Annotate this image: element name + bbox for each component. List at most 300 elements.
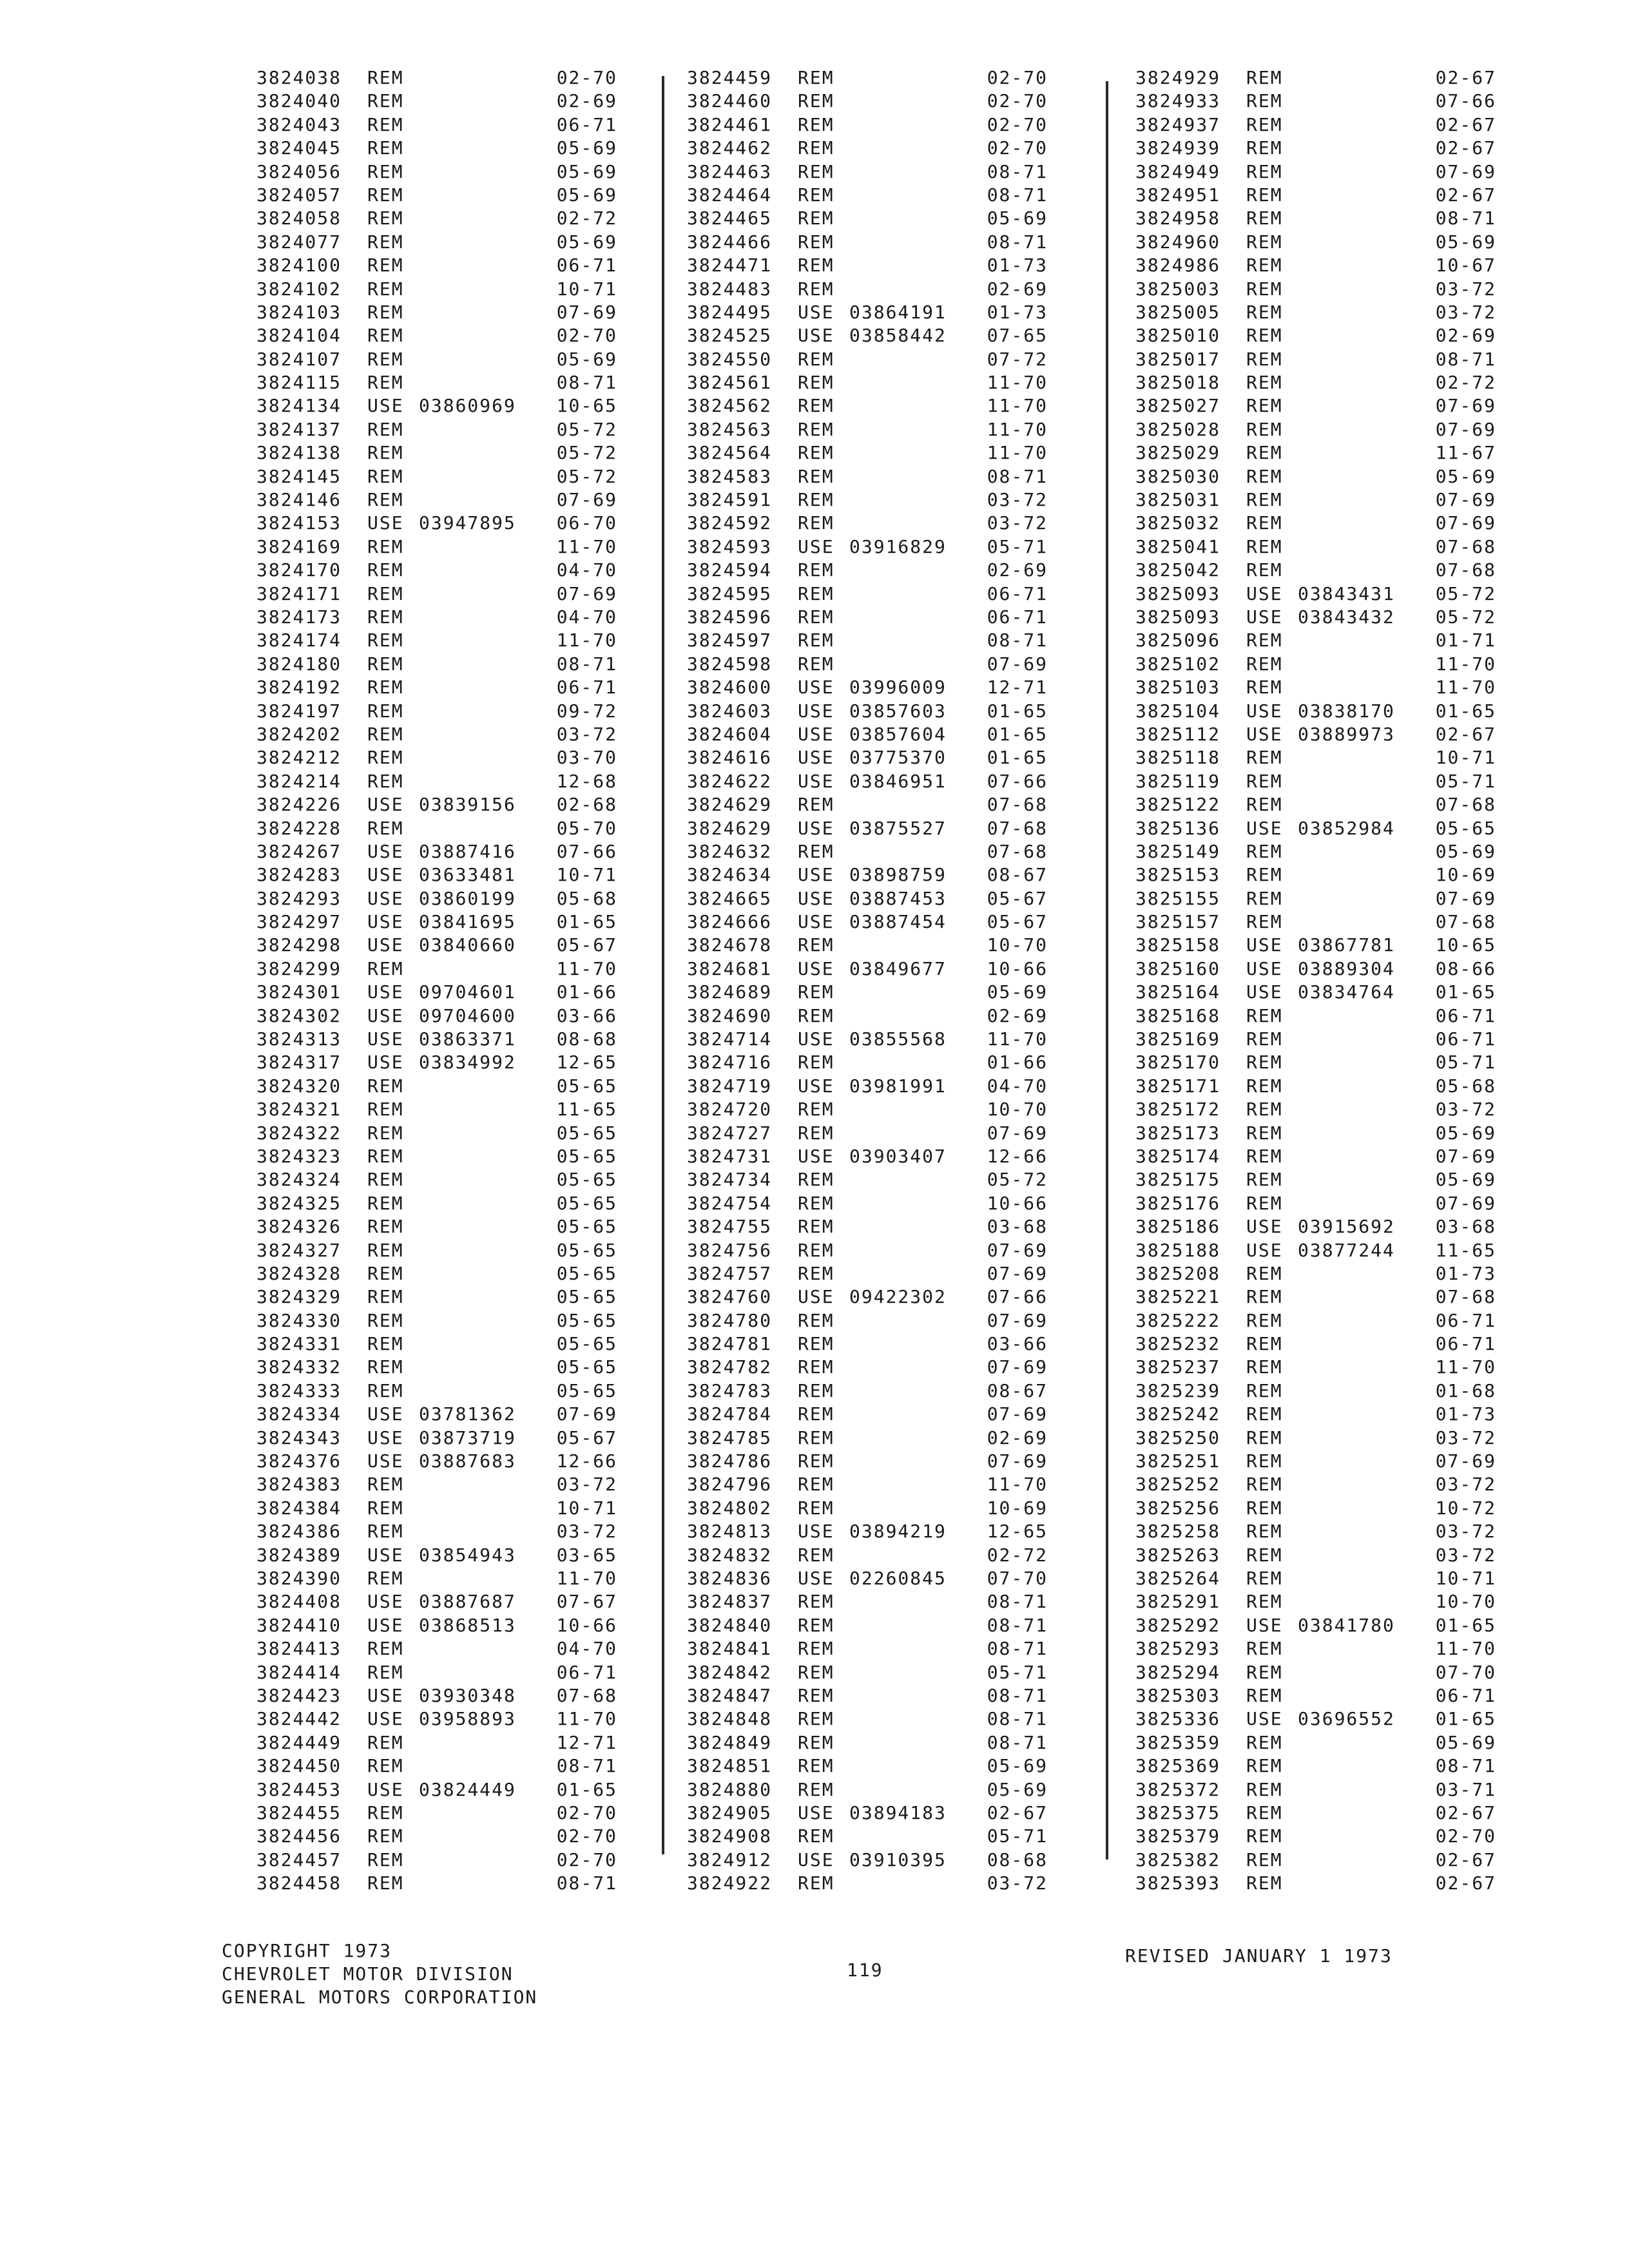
- action-code: USE: [367, 1591, 404, 1613]
- replacement-part: 03858442: [849, 325, 947, 347]
- part-number: 3825010: [1135, 325, 1221, 347]
- action-code: REM: [798, 1638, 834, 1660]
- part-number: 3824851: [687, 1755, 773, 1777]
- replacement-part: 03903407: [849, 1145, 947, 1167]
- part-number: 3824986: [1135, 255, 1221, 276]
- part-row: [1135, 535, 1496, 559]
- action-code: REM: [798, 184, 834, 206]
- part-number: 3824383: [256, 1474, 342, 1495]
- part-number: 3825294: [1135, 1661, 1221, 1683]
- effective-date: 05-69: [1435, 1169, 1496, 1191]
- action-code: REM: [367, 207, 404, 229]
- effective-date: 12-71: [556, 1731, 617, 1753]
- effective-date: 10-69: [987, 1497, 1048, 1519]
- part-number: 3824327: [256, 1239, 342, 1261]
- part-row: [256, 1122, 617, 1145]
- effective-date: 03-72: [556, 1474, 617, 1495]
- part-number: 3825030: [1135, 465, 1221, 487]
- part-row: [687, 90, 1048, 113]
- action-code: USE: [367, 1778, 404, 1800]
- effective-date: 02-72: [556, 207, 617, 229]
- action-code: REM: [1246, 1004, 1283, 1026]
- action-code: REM: [798, 1825, 834, 1847]
- effective-date: 08-71: [987, 1684, 1048, 1706]
- part-row: [256, 113, 617, 137]
- part-row: [256, 1332, 617, 1356]
- part-row: [256, 207, 617, 230]
- action-code: REM: [367, 1849, 404, 1870]
- part-row: [1135, 371, 1496, 394]
- action-code: REM: [367, 629, 404, 651]
- part-row: [1135, 113, 1496, 137]
- part-row: [687, 863, 1048, 887]
- part-row: [1135, 1051, 1496, 1074]
- part-number: 3824228: [256, 817, 342, 839]
- effective-date: 11-70: [1435, 1356, 1496, 1378]
- part-number: 3825382: [1135, 1849, 1221, 1870]
- replacement-part: 03877244: [1298, 1239, 1395, 1261]
- action-code: USE: [367, 1614, 404, 1636]
- part-number: 3824333: [256, 1379, 342, 1401]
- replacement-part: 03864191: [849, 301, 947, 323]
- part-row: [256, 1473, 617, 1496]
- part-number: 3824464: [687, 184, 773, 206]
- part-row: [687, 278, 1048, 301]
- effective-date: 05-68: [556, 887, 617, 909]
- part-number: 3825208: [1135, 1262, 1221, 1284]
- action-code: USE: [798, 1849, 834, 1870]
- part-number: 3824329: [256, 1286, 342, 1308]
- effective-date: 05-69: [987, 1755, 1048, 1777]
- replacement-part: 03887453: [849, 887, 947, 909]
- part-row: [687, 1004, 1048, 1028]
- action-code: REM: [367, 1169, 404, 1191]
- part-number: 3824332: [256, 1356, 342, 1378]
- part-row: [1135, 863, 1496, 887]
- action-code: REM: [1246, 1731, 1283, 1753]
- part-row: [256, 582, 617, 606]
- part-row: [1135, 934, 1496, 957]
- part-row: [687, 254, 1048, 277]
- action-code: USE: [1246, 957, 1283, 979]
- effective-date: 05-65: [556, 1075, 617, 1097]
- effective-date: 04-70: [987, 1075, 1048, 1097]
- action-code: USE: [1246, 981, 1283, 1003]
- action-code: USE: [798, 1802, 834, 1823]
- part-row: [256, 793, 617, 816]
- effective-date: 12-65: [556, 1052, 617, 1073]
- action-code: USE: [798, 887, 834, 909]
- effective-date: 07-70: [987, 1568, 1048, 1589]
- effective-date: 01-65: [987, 723, 1048, 745]
- part-row: [1135, 1473, 1496, 1496]
- action-code: REM: [367, 1309, 404, 1331]
- part-row: [687, 1403, 1048, 1426]
- action-code: USE: [367, 1052, 404, 1073]
- part-number: 3825093: [1135, 606, 1221, 628]
- effective-date: 02-70: [987, 137, 1048, 159]
- part-number: 3825264: [1135, 1568, 1221, 1589]
- part-number: 3824170: [256, 559, 342, 581]
- part-row: [256, 1497, 617, 1520]
- part-row: [256, 512, 617, 535]
- effective-date: 05-65: [556, 1356, 617, 1378]
- effective-date: 07-68: [556, 1684, 617, 1706]
- effective-date: 12-71: [987, 677, 1048, 698]
- part-row: [687, 1215, 1048, 1238]
- action-code: REM: [367, 1216, 404, 1238]
- part-row: [1135, 418, 1496, 441]
- action-code: REM: [367, 1286, 404, 1308]
- effective-date: 02-67: [1435, 67, 1496, 88]
- part-number: 3825375: [1135, 1802, 1221, 1823]
- part-number: 3824410: [256, 1614, 342, 1636]
- effective-date: 05-65: [556, 1333, 617, 1355]
- part-number: 3824782: [687, 1356, 773, 1378]
- effective-date: 07-69: [1435, 887, 1496, 909]
- effective-date: 10-72: [1435, 1497, 1496, 1519]
- part-number: 3824192: [256, 677, 342, 698]
- part-row: [687, 348, 1048, 371]
- part-number: 3825017: [1135, 348, 1221, 370]
- action-code: REM: [1246, 1497, 1283, 1519]
- action-code: REM: [367, 1802, 404, 1823]
- part-number: 3825158: [1135, 934, 1221, 956]
- part-row: [687, 910, 1048, 934]
- action-code: REM: [367, 559, 404, 581]
- part-number: 3824180: [256, 653, 342, 675]
- replacement-part: 03868513: [419, 1614, 516, 1636]
- action-code: REM: [367, 817, 404, 839]
- part-number: 3825252: [1135, 1474, 1221, 1495]
- action-code: REM: [1246, 864, 1283, 886]
- part-row: [687, 1661, 1048, 1684]
- action-code: REM: [1246, 1450, 1283, 1472]
- replacement-part: 03910395: [849, 1849, 947, 1870]
- part-number: 3825173: [1135, 1122, 1221, 1144]
- action-code: REM: [798, 1262, 834, 1284]
- effective-date: 11-65: [1435, 1239, 1496, 1261]
- part-number: 3824100: [256, 255, 342, 276]
- part-row: [687, 817, 1048, 840]
- part-row: [256, 1778, 617, 1802]
- replacement-part: 03834992: [419, 1052, 516, 1073]
- action-code: REM: [798, 606, 834, 628]
- action-code: REM: [798, 1333, 834, 1355]
- part-row: [1135, 394, 1496, 418]
- effective-date: 06-71: [1435, 1028, 1496, 1050]
- action-code: USE: [367, 1403, 404, 1425]
- action-code: REM: [367, 1075, 404, 1097]
- part-number: 3825136: [1135, 817, 1221, 839]
- replacement-part: 03887454: [849, 911, 947, 933]
- part-row: [687, 394, 1048, 418]
- part-row: [687, 184, 1048, 207]
- effective-date: 01-65: [1435, 1614, 1496, 1636]
- effective-date: 08-71: [1435, 348, 1496, 370]
- part-row: [1135, 207, 1496, 230]
- part-number: 3824598: [687, 653, 773, 675]
- effective-date: 05-70: [556, 817, 617, 839]
- effective-date: 02-70: [987, 90, 1048, 112]
- action-code: REM: [367, 957, 404, 979]
- part-number: 3825303: [1135, 1684, 1221, 1706]
- part-row: [1135, 512, 1496, 535]
- part-number: 3824202: [256, 723, 342, 745]
- part-row: [1135, 1309, 1496, 1332]
- part-row: [256, 1168, 617, 1191]
- part-row: [256, 1075, 617, 1098]
- part-row: [1135, 465, 1496, 488]
- part-number: 3824912: [687, 1849, 773, 1870]
- part-row: [687, 1731, 1048, 1754]
- part-row: [1135, 1379, 1496, 1403]
- effective-date: 02-72: [987, 1544, 1048, 1566]
- effective-date: 08-66: [1435, 957, 1496, 979]
- part-row: [256, 817, 617, 840]
- part-number: 3825222: [1135, 1309, 1221, 1331]
- replacement-part: 02260845: [849, 1568, 947, 1589]
- part-number: 3824720: [687, 1099, 773, 1120]
- effective-date: 05-71: [987, 535, 1048, 557]
- action-code: REM: [798, 1614, 834, 1636]
- part-number: 3824408: [256, 1591, 342, 1613]
- effective-date: 08-71: [987, 1614, 1048, 1636]
- part-row: [1135, 1004, 1496, 1028]
- part-row: [256, 1403, 617, 1426]
- action-code: REM: [1246, 1286, 1283, 1308]
- part-row: [256, 1731, 617, 1754]
- effective-date: 03-68: [1435, 1216, 1496, 1238]
- effective-date: 07-68: [1435, 535, 1496, 557]
- action-code: REM: [1246, 1778, 1283, 1800]
- part-row: [256, 1450, 617, 1473]
- effective-date: 05-69: [987, 1778, 1048, 1800]
- action-code: REM: [798, 1684, 834, 1706]
- part-row: [1135, 700, 1496, 723]
- part-number: 3824057: [256, 184, 342, 206]
- part-number: 3824561: [687, 372, 773, 394]
- effective-date: 07-69: [987, 653, 1048, 675]
- part-row: [687, 1544, 1048, 1567]
- part-number: 3824785: [687, 1427, 773, 1448]
- part-row: [1135, 1544, 1496, 1567]
- part-number: 3824457: [256, 1849, 342, 1870]
- replacement-part: 03860969: [419, 395, 516, 417]
- part-number: 3824137: [256, 418, 342, 440]
- effective-date: 01-65: [1435, 1708, 1496, 1730]
- part-number: 3824596: [687, 606, 773, 628]
- part-row: [256, 981, 617, 1004]
- action-code: REM: [798, 1239, 834, 1261]
- replacement-part: 03894183: [849, 1802, 947, 1823]
- effective-date: 11-70: [1435, 677, 1496, 698]
- effective-date: 05-69: [1435, 1731, 1496, 1753]
- action-code: REM: [367, 137, 404, 159]
- effective-date: 04-70: [556, 1638, 617, 1660]
- effective-date: 08-67: [987, 1379, 1048, 1401]
- action-code: REM: [1246, 911, 1283, 933]
- action-code: USE: [1246, 723, 1283, 745]
- action-code: REM: [798, 1661, 834, 1683]
- action-code: USE: [798, 770, 834, 792]
- part-row: [1135, 301, 1496, 324]
- effective-date: 06-71: [1435, 1333, 1496, 1355]
- replacement-part: 03863371: [419, 1028, 516, 1050]
- action-code: REM: [367, 465, 404, 487]
- action-code: REM: [367, 1099, 404, 1120]
- action-code: REM: [367, 1474, 404, 1495]
- part-number: 3824376: [256, 1450, 342, 1472]
- part-number: 3825119: [1135, 770, 1221, 792]
- action-code: REM: [1246, 1427, 1283, 1448]
- effective-date: 05-65: [556, 1192, 617, 1214]
- part-number: 3824461: [687, 113, 773, 135]
- replacement-part: 03857603: [849, 700, 947, 722]
- part-row: [256, 1520, 617, 1543]
- effective-date: 07-68: [1435, 1286, 1496, 1308]
- part-number: 3824174: [256, 629, 342, 651]
- part-row: [687, 113, 1048, 137]
- part-number: 3825237: [1135, 1356, 1221, 1378]
- action-code: REM: [798, 1122, 834, 1144]
- replacement-part: 03841695: [419, 911, 516, 933]
- part-number: 3824929: [1135, 67, 1221, 88]
- action-code: REM: [1246, 559, 1283, 581]
- action-code: REM: [798, 67, 834, 88]
- part-row: [1135, 66, 1496, 90]
- action-code: USE: [798, 1145, 834, 1167]
- effective-date: 08-71: [987, 1638, 1048, 1660]
- action-code: REM: [798, 840, 834, 862]
- part-row: [687, 1754, 1048, 1778]
- part-number: 3824459: [687, 67, 773, 88]
- effective-date: 07-69: [556, 301, 617, 323]
- action-code: REM: [798, 934, 834, 956]
- part-number: 3825103: [1135, 677, 1221, 698]
- part-number: 3824325: [256, 1192, 342, 1214]
- part-number: 3825393: [1135, 1872, 1221, 1894]
- part-number: 3824754: [687, 1192, 773, 1214]
- effective-date: 05-69: [1435, 840, 1496, 862]
- part-number: 3824169: [256, 535, 342, 557]
- action-code: REM: [1246, 794, 1283, 816]
- part-number: 3824813: [687, 1521, 773, 1542]
- action-code: REM: [798, 1731, 834, 1753]
- action-code: USE: [798, 1521, 834, 1542]
- part-number: 3824600: [687, 677, 773, 698]
- action-code: REM: [367, 606, 404, 628]
- part-row: [687, 1168, 1048, 1191]
- effective-date: 03-72: [1435, 1544, 1496, 1566]
- action-code: REM: [1246, 1591, 1283, 1613]
- effective-date: 11-70: [987, 395, 1048, 417]
- part-number: 3824103: [256, 301, 342, 323]
- effective-date: 11-67: [1435, 442, 1496, 464]
- effective-date: 03-72: [987, 489, 1048, 511]
- effective-date: 07-69: [987, 1239, 1048, 1261]
- effective-date: 11-70: [987, 1028, 1048, 1050]
- part-row: [256, 1309, 617, 1332]
- effective-date: 05-71: [1435, 770, 1496, 792]
- effective-date: 03-68: [987, 1216, 1048, 1238]
- part-number: 3824832: [687, 1544, 773, 1566]
- action-code: REM: [1246, 372, 1283, 394]
- action-code: REM: [367, 325, 404, 347]
- part-number: 3824719: [687, 1075, 773, 1097]
- part-row: [256, 535, 617, 559]
- effective-date: 02-67: [1435, 184, 1496, 206]
- effective-date: 02-69: [556, 90, 617, 112]
- part-number: 3824197: [256, 700, 342, 722]
- action-code: REM: [1246, 113, 1283, 135]
- part-row: [1135, 1262, 1496, 1285]
- part-row: [256, 1661, 617, 1684]
- effective-date: 05-72: [987, 1169, 1048, 1191]
- action-code: REM: [798, 1450, 834, 1472]
- part-row: [687, 301, 1048, 324]
- part-number: 3824595: [687, 582, 773, 604]
- action-code: REM: [1246, 489, 1283, 511]
- action-code: REM: [1246, 1028, 1283, 1050]
- part-row: [1135, 184, 1496, 207]
- action-code: REM: [367, 1145, 404, 1167]
- action-code: USE: [367, 840, 404, 862]
- part-row: [256, 1285, 617, 1309]
- part-number: 3824678: [687, 934, 773, 956]
- effective-date: 05-69: [556, 184, 617, 206]
- part-number: 3824334: [256, 1403, 342, 1425]
- part-number: 3825336: [1135, 1708, 1221, 1730]
- effective-date: 05-65: [556, 1145, 617, 1167]
- action-code: REM: [1246, 887, 1283, 909]
- part-number: 3824102: [256, 278, 342, 300]
- effective-date: 04-70: [556, 559, 617, 581]
- action-code: REM: [798, 1192, 834, 1214]
- part-number: 3824455: [256, 1802, 342, 1823]
- action-code: REM: [798, 1356, 834, 1378]
- part-row: [256, 723, 617, 746]
- effective-date: 03-72: [1435, 278, 1496, 300]
- part-number: 3825251: [1135, 1450, 1221, 1472]
- action-code: REM: [1246, 442, 1283, 464]
- effective-date: 07-66: [556, 840, 617, 862]
- part-row: [1135, 1872, 1496, 1895]
- effective-date: 07-69: [1435, 512, 1496, 534]
- effective-date: 07-68: [987, 817, 1048, 839]
- effective-date: 05-71: [1435, 1052, 1496, 1073]
- effective-date: 02-69: [1435, 325, 1496, 347]
- part-row: [687, 793, 1048, 816]
- action-code: REM: [798, 489, 834, 511]
- part-number: 3824604: [687, 723, 773, 745]
- part-row: [687, 700, 1048, 723]
- part-row: [1135, 1849, 1496, 1872]
- part-row: [687, 1637, 1048, 1660]
- action-code: REM: [798, 629, 834, 651]
- action-code: REM: [798, 372, 834, 394]
- part-number: 3824666: [687, 911, 773, 933]
- effective-date: 02-70: [556, 67, 617, 88]
- action-code: REM: [367, 418, 404, 440]
- effective-date: 10-66: [556, 1614, 617, 1636]
- effective-date: 07-67: [556, 1591, 617, 1613]
- part-number: 3824460: [687, 90, 773, 112]
- effective-date: 01-65: [1435, 700, 1496, 722]
- effective-date: 02-67: [1435, 723, 1496, 745]
- effective-date: 08-71: [1435, 207, 1496, 229]
- part-row: [256, 1356, 617, 1379]
